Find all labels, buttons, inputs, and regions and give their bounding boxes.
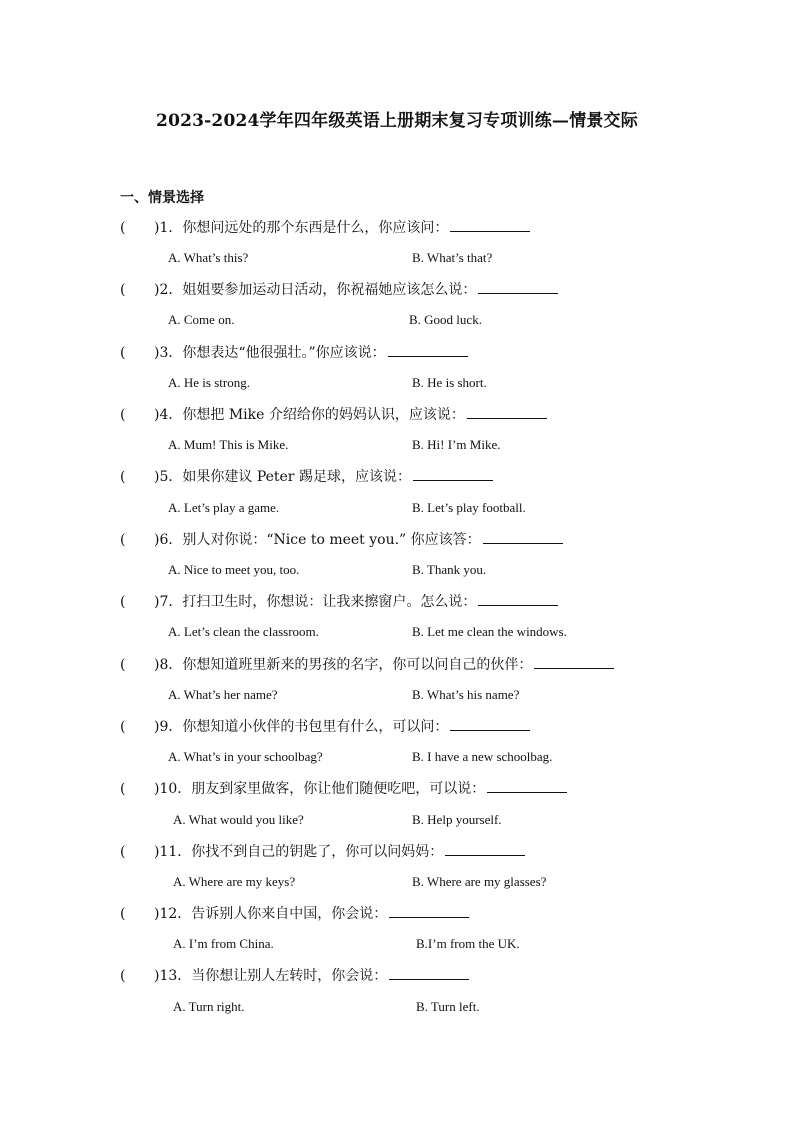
question-2	[120, 279, 558, 301]
question-text: )11．你找不到自己的钥匙了，你可以问妈妈：	[154, 844, 444, 860]
option-b: B.I’m from the UK.	[416, 936, 520, 951]
answer-blank[interactable]	[487, 778, 567, 793]
answer-blank[interactable]	[483, 529, 563, 544]
option-a: A. Let’s play a game.	[168, 500, 280, 515]
question-text: )12．告诉别人你来自中国，你会说：	[154, 906, 388, 922]
page-title: 2023-2024学年四年级英语上册期末复习专项训练—情景交际	[156, 111, 638, 131]
question-text: )7．打扫卫生时，你想说：让我来擦窗户。怎么说：	[154, 594, 477, 610]
answer-paren[interactable]: (	[120, 345, 154, 361]
option-a: A. Come on.	[168, 312, 235, 327]
question-7	[120, 591, 558, 613]
question-text: )5．如果你建议 Peter 踢足球，应该说：	[154, 469, 411, 485]
option-b: B. What’s his name?	[412, 687, 520, 702]
option-b: B. Help yourself.	[412, 812, 502, 827]
option-a: A. Turn right.	[173, 999, 245, 1014]
option-b: B. Turn left.	[416, 999, 480, 1014]
option-b: B. He is short.	[412, 375, 487, 390]
question-13	[120, 965, 469, 987]
question-3	[120, 342, 468, 364]
answer-paren[interactable]: (	[120, 407, 154, 423]
option-b: B. Let’s play football.	[412, 500, 526, 515]
answer-blank[interactable]	[467, 404, 547, 419]
question-6	[120, 529, 563, 551]
option-a: A. What would you like?	[173, 812, 304, 827]
answer-paren[interactable]: (	[120, 220, 154, 236]
answer-blank[interactable]	[450, 217, 530, 232]
answer-blank[interactable]	[445, 841, 525, 856]
answer-blank[interactable]	[389, 903, 469, 918]
answer-paren[interactable]: (	[120, 657, 154, 673]
answer-paren[interactable]: (	[120, 469, 154, 485]
question-text: )6．别人对你说：“Nice to meet you.” 你应该答：	[154, 532, 481, 548]
answer-blank[interactable]	[534, 654, 614, 669]
question-text: )13．当你想让别人左转时，你会说：	[154, 968, 388, 984]
option-b: B. Where are my glasses?	[412, 874, 547, 889]
answer-paren[interactable]: (	[120, 844, 154, 860]
question-4	[120, 404, 547, 426]
answer-paren[interactable]: (	[120, 282, 154, 298]
answer-blank[interactable]	[388, 342, 468, 357]
answer-paren[interactable]: (	[120, 594, 154, 610]
question-1	[120, 217, 530, 239]
option-a: A. Let’s clean the classroom.	[168, 624, 319, 639]
option-a: A. What’s this?	[168, 250, 249, 265]
option-a: A. Mum! This is Mike.	[168, 437, 289, 452]
question-text: )4．你想把 Mike 介绍给你的妈妈认识，应该说：	[154, 407, 465, 423]
answer-paren[interactable]: (	[120, 781, 154, 797]
question-10	[120, 778, 567, 800]
option-b: B. Good luck.	[409, 312, 482, 327]
answer-blank[interactable]	[478, 591, 558, 606]
answer-blank[interactable]	[478, 279, 558, 294]
question-text: )8．你想知道班里新来的男孩的名字，你可以问自己的伙伴：	[154, 657, 533, 673]
question-12	[120, 903, 469, 925]
answer-paren[interactable]: (	[120, 968, 154, 984]
question-text: )2．姐姐要参加运动日活动，你祝福她应该怎么说：	[154, 282, 477, 298]
option-b: B. What’s that?	[412, 250, 493, 265]
question-8	[120, 654, 614, 676]
question-text: )1．你想问远处的那个东西是什么，你应该问：	[154, 220, 449, 236]
option-a: A. He is strong.	[168, 375, 250, 390]
section-heading: 一、情景选择	[120, 190, 204, 206]
question-9	[120, 716, 530, 738]
question-text: )3．你想表达“他很强壮。”你应该说：	[154, 345, 386, 361]
answer-paren[interactable]: (	[120, 906, 154, 922]
question-5	[120, 466, 493, 488]
answer-blank[interactable]	[413, 466, 493, 481]
option-b: B. Thank you.	[412, 562, 487, 577]
answer-paren[interactable]: (	[120, 719, 154, 735]
option-a: A. I’m from China.	[173, 936, 274, 951]
option-a: A. Where are my keys?	[173, 874, 296, 889]
answer-blank[interactable]	[450, 716, 530, 731]
option-a: A. Nice to meet you, too.	[168, 562, 300, 577]
answer-blank[interactable]	[389, 965, 469, 980]
answer-paren[interactable]: (	[120, 532, 154, 548]
question-text: )10．朋友到家里做客，你让他们随便吃吧，可以说：	[154, 781, 486, 797]
option-a: A. What’s her name?	[168, 687, 278, 702]
option-a: A. What’s in your schoolbag?	[168, 749, 323, 764]
option-b: B. Let me clean the windows.	[412, 624, 567, 639]
question-text: )9．你想知道小伙伴的书包里有什么，可以问：	[154, 719, 449, 735]
option-b: B. Hi! I’m Mike.	[412, 437, 501, 452]
question-11	[120, 841, 525, 863]
option-b: B. I have a new schoolbag.	[412, 749, 553, 764]
